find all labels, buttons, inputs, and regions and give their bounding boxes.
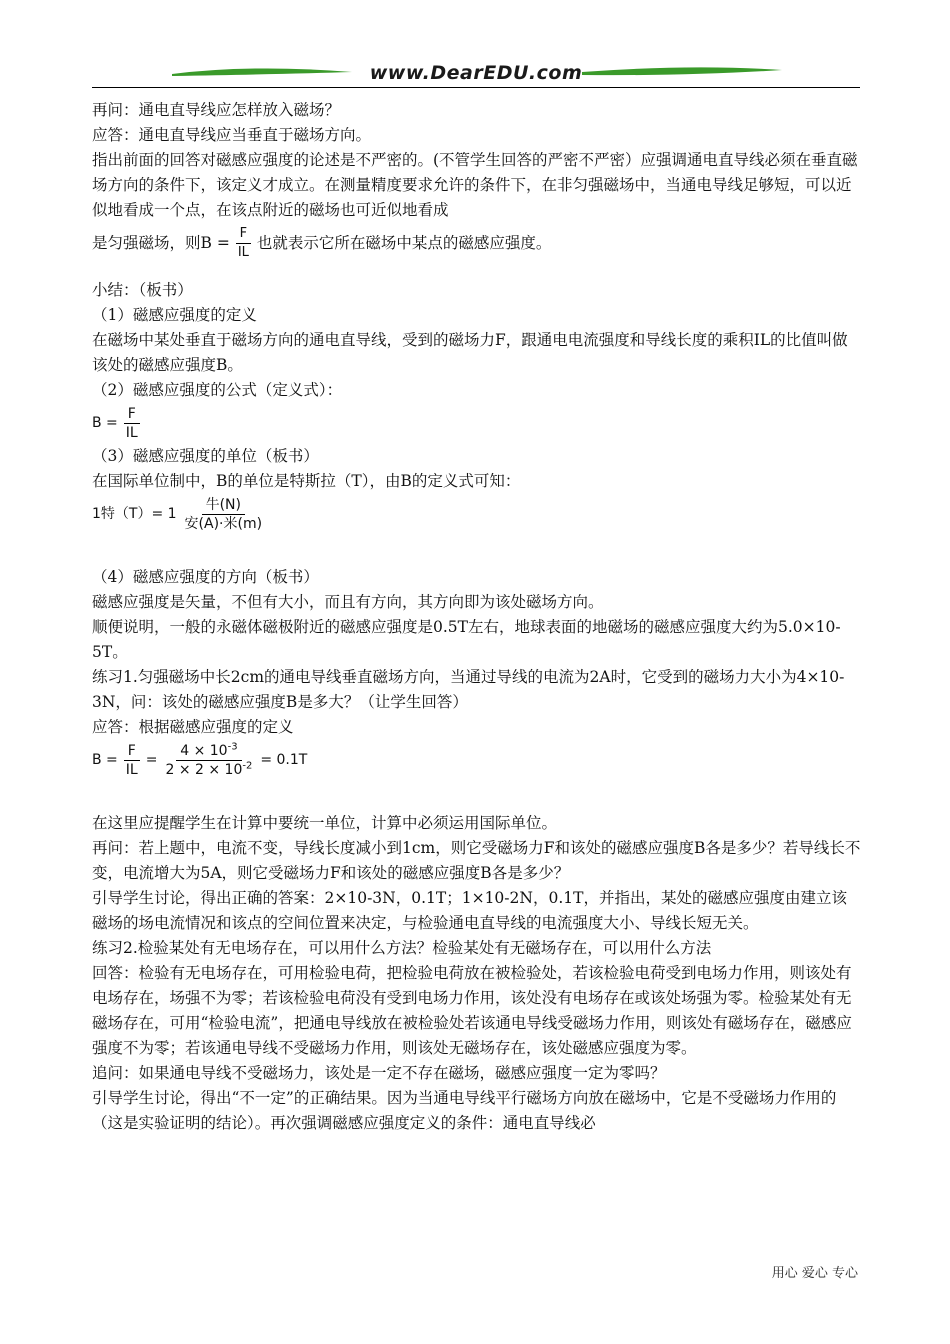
formula-result: = 0.1T: [260, 752, 308, 768]
fraction-denominator: IL: [237, 245, 249, 260]
paragraph: 引导学生讨论，得出正确的答案：2×10-3N，0.1T；1×10-2N，0.1T，并指出，某处的磁感应强度由建立该磁场的场电流情况和该点的空间位置来决定，与检验通电直导线的电流强度大小、导线长短无关。: [92, 889, 847, 932]
fraction-numerator: F: [124, 405, 140, 424]
fraction-numerator: [176, 742, 241, 761]
paragraph-part: 也就表示它所在磁场中某点的磁感应强度。: [256, 234, 552, 252]
fraction: [234, 225, 253, 262]
paragraph: （2）磁感应强度的公式（定义式）：: [92, 381, 343, 399]
paragraph: （3）磁感应强度的单位（板书）: [92, 447, 319, 465]
paragraph: 引导学生讨论，得出“不一定”的正确结果。因为当通电导线平行磁场方向放在磁场中，它是不受磁场力作用的（这是实验证明的结论）。再次强调磁感应强度定义的条件：通电直导线必: [92, 1089, 837, 1132]
page-footer: 用心 爱心 专心: [771, 1266, 858, 1281]
paragraph: 在这里应提醒学生在计算中要统一单位，计算中必须运用国际单位。: [92, 814, 558, 832]
formula-lhs: 1特（T）= 1: [92, 506, 177, 522]
paragraph: 回答：检验有无电场存在，可用检验电荷，把检验电荷放在被检验处，若该检验电荷受到电场力作用，则该处有电场存在，场强不为零；若该检验电荷没有受到电场力作用，该处没有电场存在或该处场强为零。检验某处有无磁场存在，可用“检验电流”，把通电导线放在被检验处若该通电导线受磁场力作用，则该处有磁场存在，磁感应强度不为零；若该通电导线不受磁场力作用，则该处无磁场存在，该处磁感应强度为零。: [92, 964, 852, 1057]
paragraph: 顺便说明，一般的永磁体磁极附近的磁感应强度是0.5T左右，地球表面的地磁场的磁感应强度大约为5.0×10-5T。: [92, 618, 841, 661]
formula-calculation: [92, 742, 862, 779]
paragraph: 练习2.检验某处有无电场存在，可以用什么方法？检验某处有无磁场存在，可以用什么方法: [92, 939, 712, 957]
paragraph-part: 是匀强磁场，则B =: [92, 234, 230, 252]
numerator-exponent: -3: [227, 741, 238, 753]
fraction: [122, 742, 142, 779]
paragraph: 小结：（板书）: [92, 281, 193, 299]
fraction: [181, 496, 267, 533]
paragraph: 追问：如果通电导线不受磁场力，该处是一定不存在磁场，磁感应强度一定为零吗？: [92, 1064, 666, 1082]
paragraph: （1）磁感应强度的定义: [92, 306, 257, 324]
fraction: [161, 742, 256, 779]
denominator-exponent: -2: [242, 760, 253, 772]
fraction-numerator: F: [236, 225, 251, 244]
formula-lhs: B =: [92, 752, 118, 768]
page-header: [92, 62, 860, 90]
document-body: [92, 98, 862, 1136]
fraction: [122, 405, 142, 442]
fraction-denominator: [161, 761, 256, 779]
inline-formula-row: [92, 225, 862, 262]
paragraph: 在国际单位制中，B的单位是特斯拉（T），由B的定义式可知：: [92, 472, 521, 490]
fraction-numerator: F: [124, 742, 140, 761]
header-rule: [92, 87, 860, 88]
paragraph: 在磁场中某处垂直于磁场方向的通电直导线，受到的磁场力F，跟通电电流强度和导线长度的乘积IL的比值叫做该处的磁感应强度B。: [92, 331, 848, 374]
formula-equals: =: [145, 752, 158, 768]
numerator-base: 4 × 10: [180, 743, 228, 759]
fraction-denominator: 安(A)·米(m): [184, 516, 263, 532]
paragraph: 指出前面的回答对磁感应强度的论述是不严密的。(不管学生回答的严密不严密）应强调通电直导线必须在垂直磁场方向的条件下，该定义才成立。在测量精度要求允许的条件下，在非匀强磁场中，当通电导线足够短，可以近似地看成一个点，在该点附近的磁场也可近似地看成: [92, 151, 858, 219]
paragraph: 应答：通电直导线应当垂直于磁场方向。: [92, 126, 372, 144]
paragraph: 练习1.匀强磁场中长2cm的通电导线垂直磁场方向，当通过导线的电流为2A时，它受到的磁场力大小为4×10-3N，问：该处的磁感应强度B是多大？（让学生回答）: [92, 668, 845, 711]
fraction-denominator: IL: [125, 425, 138, 441]
denominator-base: 2 × 2 × 10: [165, 762, 243, 778]
fraction-numerator: 牛(N): [202, 496, 245, 515]
formula-lhs: B =: [92, 415, 118, 431]
fraction-denominator: IL: [125, 762, 138, 778]
formula-definition: [92, 405, 862, 442]
paragraph: 磁感应强度是矢量，不但有大小，而且有方向，其方向即为该处磁场方向。: [92, 593, 604, 611]
formula-unit: [92, 496, 862, 533]
paragraph: （4）磁感应强度的方向（板书）: [92, 568, 319, 586]
paragraph: 再问：若上题中，电流不变，导线长度减小到1cm，则它受磁场力F和该处的磁感应强度B各是多少？若导线长不变，电流增大为5A，则它受磁场力F和该处的磁感应强度B各是多少？: [92, 839, 861, 882]
site-logo[interactable]: www.DearEDU.com: [369, 62, 583, 84]
paragraph: 应答：根据磁感应强度的定义: [92, 718, 294, 736]
paragraph: 再问：通电直导线应怎样放入磁场？: [92, 101, 341, 119]
